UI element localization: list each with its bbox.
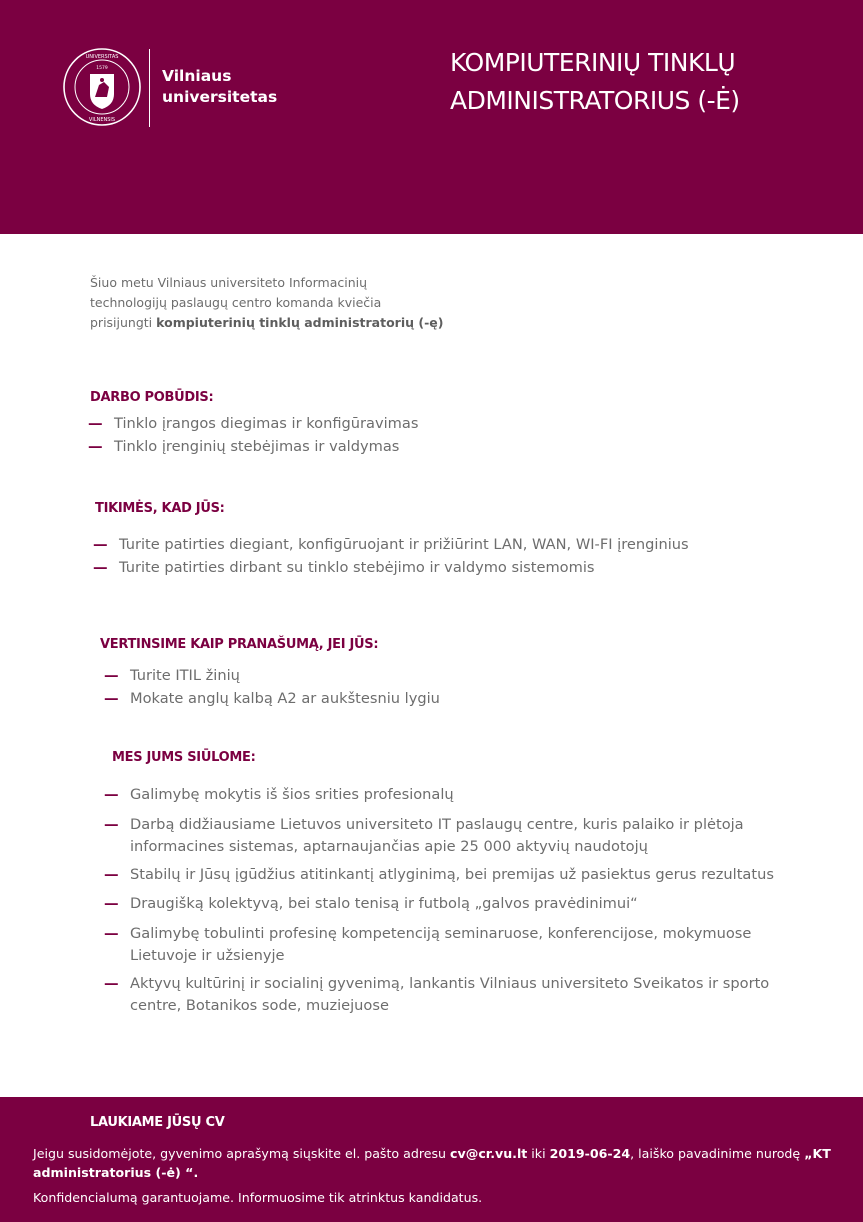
svg-text:1579: 1579 xyxy=(96,66,108,71)
dash-icon: — xyxy=(104,667,119,684)
list-item: — Tinklo įrangos diegimas ir konfigūravimas xyxy=(88,413,418,436)
section-title-expect: TIKIMĖS, KAD JŪS: xyxy=(95,501,225,516)
list-item: — Stabilų ir Jūsų įgūdžius atitinkantį atlyginimą, bei premijas už pasiektus gerus rezultatus xyxy=(104,864,774,887)
job-title-line1: KOMPIUTERINIŲ TINKLŲ xyxy=(450,48,736,77)
dash-icon: — xyxy=(104,895,119,912)
logo-divider xyxy=(149,49,150,127)
work-list xyxy=(88,413,418,458)
dash-icon: — xyxy=(104,815,119,833)
svg-text:UNIVERSITAS: UNIVERSITAS xyxy=(85,54,119,60)
list-item-continuation: informacines sistemas, aptarnaujančias apie 25 000 aktyvių naudotojų xyxy=(130,838,648,855)
expect-list xyxy=(93,534,689,579)
footer-instructions: Jeigu susidomėjote, gyvenimo aprašymą siųskite el. pašto adresu cv@cr.vu.lt iki 2019-06-24, laiško pavadinime nurodę „KT administratorius (-ė) “. xyxy=(33,1146,831,1180)
list-item: — Mokate anglų kalbą A2 ar aukštesniu lygiu xyxy=(104,688,440,711)
svg-text:VILNENSIS: VILNENSIS xyxy=(88,117,116,123)
advantage-list xyxy=(104,665,440,710)
job-title-line2: ADMINISTRATORIUS (-Ė) xyxy=(450,86,740,115)
offer-list xyxy=(104,784,774,1018)
list-item: — Draugišką kolektyvą, bei stalo tenisą ir futbolą „galvos pravėdinimui“ xyxy=(104,893,774,916)
university-name-line2: universitetas xyxy=(162,88,278,106)
list-item: — Turite patirties dirbant su tinklo stebėjimo ir valdymo sistemomis xyxy=(93,557,689,580)
dash-icon: — xyxy=(104,689,119,707)
university-name xyxy=(162,66,277,108)
dash-icon: — xyxy=(104,974,119,992)
dash-icon: — xyxy=(93,558,108,576)
footer-banner xyxy=(0,1097,863,1222)
email-link[interactable]: cv@cr.vu.lt xyxy=(450,1146,528,1161)
footer-note: Konfidencialumą garantuojame. Informuosime tik atrinktus kandidatus. xyxy=(33,1190,483,1205)
section-title-work: DARBO POBŪDIS: xyxy=(90,390,214,405)
dash-icon: — xyxy=(104,865,119,883)
list-item: — Turite ITIL žinių xyxy=(104,665,440,688)
job-title xyxy=(450,44,740,120)
dash-icon: — xyxy=(88,437,103,455)
footer-title: LAUKIAME JŪSŲ CV xyxy=(90,1115,225,1130)
section-title-advantage: VERTINSIME KAIP PRANAŠUMĄ, JEI JŪS: xyxy=(100,637,379,652)
list-item: — Aktyvų kultūrinį ir socialinį gyvenimą, lankantis Vilniaus universiteto Sveikatos ir sporto xyxy=(104,973,774,996)
email-subject: „KT administratorius (-ė) “. xyxy=(33,1146,831,1180)
intro-line2: technologijų paslaugų centro komanda kviečia xyxy=(90,295,382,310)
list-item: — Darbą didžiausiame Lietuvos universiteto IT paslaugų centre, kuris palaiko ir plėtoja xyxy=(104,814,774,837)
dash-icon: — xyxy=(93,536,108,553)
university-seal-logo xyxy=(62,47,142,127)
intro-line3-prefix: prisijungti xyxy=(90,315,157,330)
list-item: — Tinklo įrenginių stebėjimas ir valdymas xyxy=(88,436,418,459)
dash-icon: — xyxy=(104,924,119,942)
list-item-continuation: Lietuvoje ir užsienyje xyxy=(130,947,285,964)
header-banner xyxy=(0,0,863,234)
deadline-date: 2019-06-24 xyxy=(549,1146,631,1161)
list-item: — Turite patirties diegiant, konfigūruojant ir prižiūrint LAN, WAN, WI-FI įrenginius xyxy=(93,534,689,557)
dash-icon: — xyxy=(104,786,119,803)
dash-icon: — xyxy=(88,415,103,432)
university-name-line1: Vilniaus xyxy=(162,67,232,85)
list-item: — Galimybę tobulinti profesinę kompetenciją seminaruose, konferencijose, mokymuose xyxy=(104,923,774,946)
list-item-continuation: centre, Botanikos sode, muziejuose xyxy=(130,997,389,1014)
list-item: — Galimybę mokytis iš šios srities profesionalų xyxy=(104,784,774,807)
intro-line1: Šiuo metu Vilniaus universiteto Informacinių xyxy=(90,275,368,290)
intro-line3 xyxy=(90,313,450,333)
intro-position-name: kompiuterinių tinklų administratorių (-ę) xyxy=(156,315,444,330)
intro-paragraph xyxy=(90,273,450,333)
section-title-offer: MES JUMS SIŪLOME: xyxy=(112,750,256,765)
